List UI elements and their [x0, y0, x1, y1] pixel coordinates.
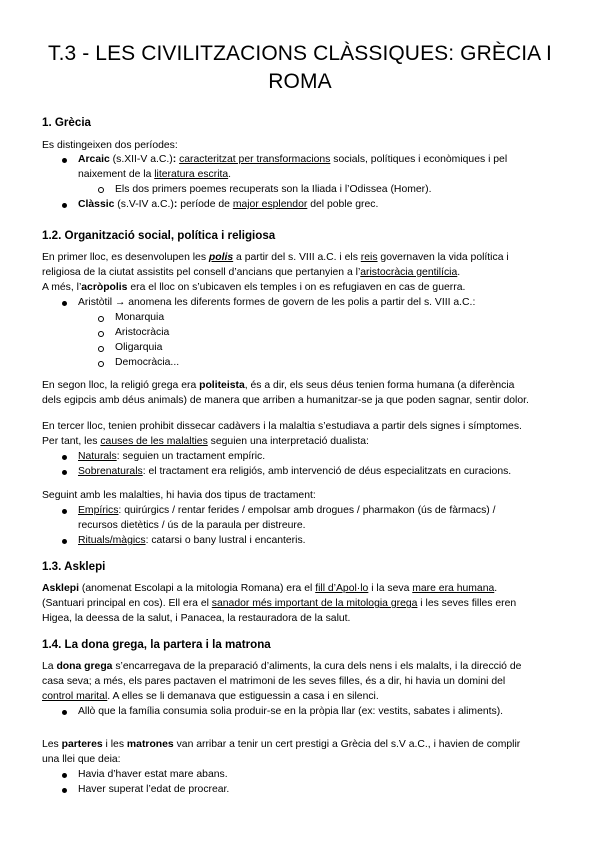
- classic-dates: (s.V-IV a.C.): [114, 199, 174, 210]
- sub-bullet-ring: [98, 346, 104, 352]
- dona-line-2: casa seva; a més, els pares pactaven el matrimoni de les seves filles, és a dir, hi havia un domini del: [42, 676, 506, 687]
- arcaic-dates: (s.XII-V a.C.): [109, 154, 173, 165]
- arcaic-rest-1: socials, polítiques i econòmiques i pel: [330, 154, 508, 165]
- parteres-l1b: i les: [102, 739, 127, 750]
- classic-line: [78, 197, 378, 213]
- arcaic-line-2: [78, 167, 231, 183]
- aristocracia-term: aristocràcia gentilícia: [360, 267, 458, 278]
- forma-oligarquia: Oligarquia: [115, 342, 163, 353]
- matrones-term: matrones: [126, 739, 174, 750]
- p2-l1b: , és a dir, els seus déus tenien forma humana (a diferència: [244, 380, 515, 391]
- p1-line-1: [42, 250, 509, 266]
- forma-aristocracia: Aristocràcia: [115, 327, 170, 338]
- section-heading-asklepi: 1.3. Asklepi: [42, 560, 106, 573]
- naturals-rest: : seguien un tractament empíric.: [116, 451, 266, 462]
- intro-text: Es distingeixen dos períodes:: [42, 140, 178, 151]
- section-heading-organitzacio: 1.2. Organització social, política i religiosa: [42, 229, 276, 242]
- polis-term: polis: [208, 252, 234, 263]
- asklepi-line-2: [42, 596, 516, 612]
- classic-colon: :: [173, 199, 178, 210]
- forma-monarquia: Monarquia: [115, 312, 165, 323]
- bullet-dot: [62, 710, 67, 715]
- causes-term: causes de les malalties: [100, 436, 208, 447]
- classic-pre: període de: [177, 199, 233, 210]
- parteres-l1a: Les: [42, 739, 62, 750]
- dona-l1b: s’encarregava de la preparació d’aliments, la cura dels nens i els malalts, i la direcció de: [112, 661, 522, 672]
- section-heading-dona-grega: 1.4. La dona grega, la partera i la matrona: [42, 638, 271, 651]
- rituals-line: [78, 533, 306, 549]
- asklepi-l1c: i la seva: [368, 583, 413, 594]
- title-line-1: T.3 - LES CIVILITZACIONS CLÀSSIQUES: GRÈCIA I: [48, 42, 552, 65]
- empirics-line-2: recursos dietètics / ús de la paraula per distreure.: [78, 520, 306, 531]
- sobrenaturals-rest: : el tractament era religiós, amb intervenció de déus especialitzats en curacions.: [142, 466, 512, 477]
- empirics-rest: : quirúrgics / rentar ferides / empolsar amb drogues / pharmakon (ús de fàrmacs) /: [118, 505, 496, 516]
- p3-line-2: [42, 434, 369, 450]
- dona-l1a: La: [42, 661, 57, 672]
- title-line-2: ROMA: [268, 70, 332, 93]
- asklepi-line-1: [42, 581, 497, 597]
- arcaic-line-2b: .: [228, 169, 232, 180]
- rituals-term: Rituals/màgics: [78, 535, 146, 546]
- asklepi-l1b: (anomenat Escolapi a la mitologia Romana) era el: [78, 583, 316, 594]
- p1-line-3: [42, 280, 465, 296]
- section-heading-grecia: 1. Grècia: [42, 116, 91, 129]
- asklepi-l2a: (Santuari principal en cos). Ell era el: [42, 598, 212, 609]
- p1-l3a: A més, l’: [42, 282, 82, 293]
- arcaic-link-2: literatura escrita: [154, 169, 229, 180]
- arcaic-line-1: [78, 152, 507, 168]
- p1-l2b: .: [457, 267, 461, 278]
- p2-line-1: [42, 378, 514, 394]
- dona-grega-term: dona grega: [56, 661, 113, 672]
- parteres-line-2: una llei que deia:: [42, 754, 121, 765]
- asklepi-line-3: Higea, la deessa de la salut, i Panacea, la restauradora de la salut.: [42, 613, 351, 624]
- naturals-line: [78, 449, 265, 465]
- bullet-dot: [62, 773, 67, 778]
- bullet-dot: [62, 788, 67, 793]
- sobrenaturals-term: Sobrenaturals: [78, 466, 143, 477]
- sobrenaturals-line: [78, 464, 511, 480]
- p1-line-2: [42, 265, 460, 281]
- bullet-dot: [62, 158, 67, 163]
- p4-text: Seguint amb les malalties, hi havia dos tipus de tractament:: [42, 490, 316, 501]
- p3-l2a: Per tant, les: [42, 436, 101, 447]
- familia-bullet: Allò que la família consumia solia produir-se en la pròpia llar (ex: vestits, sabates i aliments).: [78, 706, 504, 717]
- asklepi-term: Asklepi: [42, 583, 79, 594]
- arcaic-colon: :: [172, 154, 177, 165]
- asklepi-l1d: .: [494, 583, 498, 594]
- aristotil-text: Aristòtil → anomena les diferents formes de govern de les polis a partir del s. VIII a.C.:: [78, 297, 476, 308]
- reis-term: reis: [360, 252, 378, 263]
- dona-l3b: . A elles se li demanava que estiguessin a casa i en silenci.: [107, 691, 379, 702]
- parteres-l1c: van arribar a tenir un cert prestigi a Grècia del s.V a.C., i havien de complir: [173, 739, 521, 750]
- rituals-rest: : catarsi o bany lustral i encanteris.: [145, 535, 306, 546]
- bullet-dot: [62, 470, 67, 475]
- llei-item-2: Haver superat l’edat de procrear.: [78, 784, 230, 795]
- p3-line-1: En tercer lloc, tenien prohibit dissecar cadàvers i la malaltia s’estudiava a partir dels signes i símptomes.: [42, 421, 522, 432]
- control-marital-term: control marital: [42, 691, 108, 702]
- sub-bullet-ring: [98, 187, 104, 193]
- naturals-term: Naturals: [78, 451, 117, 462]
- fill-apollo-term: fill d’Apol·lo: [315, 583, 369, 594]
- parteres-line-1: [42, 737, 520, 753]
- classic-post: del poble grec.: [307, 199, 379, 210]
- bullet-dot: [62, 509, 67, 514]
- sanador-term: sanador més important de la mitologia grega: [211, 598, 418, 609]
- document-title: [20, 40, 580, 96]
- empirics-line-1: [78, 503, 496, 519]
- p2-l1a: En segon lloc, la religió grega era: [42, 380, 200, 391]
- llei-item-1: Havia d’haver estat mare abans.: [78, 769, 228, 780]
- bullet-dot: [62, 539, 67, 544]
- forma-democracia: Democràcia...: [115, 357, 180, 368]
- p1-l1b: a partir del s. VIII a.C. i els: [233, 252, 361, 263]
- bullet-dot: [62, 203, 67, 208]
- arcaic-link-1: caracteritzat per transformacions: [179, 154, 331, 165]
- bullet-dot: [62, 455, 67, 460]
- bullet-dot: [62, 301, 67, 306]
- dona-line-1: [42, 659, 521, 675]
- p1-l2a: religiosa de la ciutat assistits pel consell d’ancians que pertanyien a l’: [42, 267, 361, 278]
- p1-l3b: era el lloc on s’ubicaven els temples i on es refugiaven en cas de guerra.: [127, 282, 466, 293]
- politeista-term: politeista: [199, 380, 245, 391]
- parteres-term: parteres: [61, 739, 103, 750]
- p1-l1a: En primer lloc, es desenvolupen les: [42, 252, 209, 263]
- poemes-text: Els dos primers poemes recuperats son la Iliada i l’Odissea (Homer).: [115, 184, 432, 195]
- sub-bullet-ring: [98, 331, 104, 337]
- acropolis-term: acròpolis: [81, 282, 128, 293]
- mare-humana-term: mare era humana: [412, 583, 495, 594]
- sub-bullet-ring: [98, 361, 104, 367]
- p3-l2b: seguien una interpretació dualista:: [207, 436, 369, 447]
- p2-line-2: dels egipcis amb déus animals) de manera que arriben a humanitzar-se ja que poden sagnar, sentir dolor.: [42, 395, 529, 406]
- dona-line-3: [42, 689, 379, 705]
- arcaic-line-2a: naixement de la: [78, 169, 155, 180]
- classic-label: Clàssic: [78, 199, 115, 210]
- arcaic-label: Arcaic: [78, 154, 110, 165]
- classic-link: major esplendor: [232, 199, 308, 210]
- sub-bullet-ring: [98, 316, 104, 322]
- p1-l1c: governaven la vida política i: [377, 252, 509, 263]
- empirics-term: Empírics: [78, 505, 119, 516]
- asklepi-l2b: i les seves filles eren: [417, 598, 517, 609]
